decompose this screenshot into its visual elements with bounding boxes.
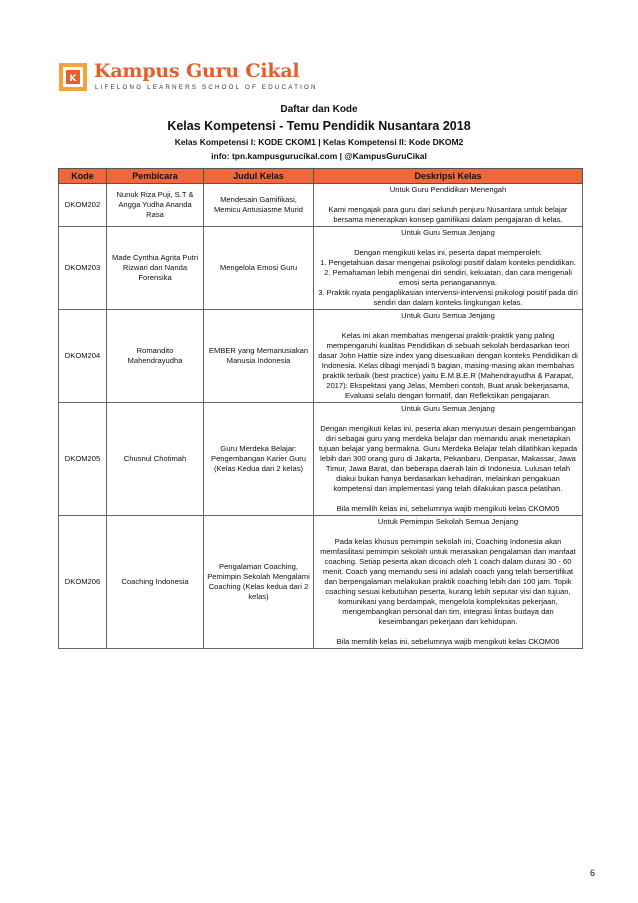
desc-paragraph: Dengan mengikuti kelas ini, peserta akan menyusun desain pengembangan diri sebagai guru yang merdeka belajar dan memandu anak menetapkan tujuan belajar yang bermakna. Guru Merdeka Belajar telah dilatihkan kepada lebih dari 300 orang guru di Jakarta, Pekanbaru, Denpasar, Makassar, Jawa Timur, Jawa Barat, dan beberapa daerah lain di Indonesia. Lulusan telah diakui bukan hanya berdasarkan kehadiran, melainkan pengakuan kompetensi dari implementasi yang telah dilakukan pasca pelatihan.: [318, 424, 578, 493]
table-row: [59, 403, 583, 516]
desc-paragraph: 1. Pengetahuan dasar mengenai psikologi positif dalam konteks pendidikan.: [320, 258, 576, 267]
cell-judul-kelas: Guru Merdeka Belajar: Pengembangan Karier Guru (Kelas Kedua dari 2 kelas): [204, 403, 314, 516]
cell-pembicara: Chusnul Chotimah: [107, 403, 204, 516]
desc-paragraph: Untuk Guru Semua Jenjang: [401, 311, 495, 320]
cell-deskripsi-kelas: [314, 516, 583, 649]
cell-kode: DKOM206: [59, 516, 107, 649]
cell-deskripsi-kelas: [314, 184, 583, 227]
cell-pembicara: Romandito Mahendrayudha: [107, 310, 204, 403]
cell-judul-kelas: Mendesain Gamifikasi, Memicu Antusiasme Murid: [204, 184, 314, 227]
cell-deskripsi-kelas: [314, 403, 583, 516]
table-row: [59, 227, 583, 310]
kampus-guru-cikal-logo-icon: [58, 62, 88, 92]
logo-name: Kampus Guru Cikal: [94, 60, 300, 82]
desc-paragraph: Bila memilih kelas ini, sebelumnya wajib mengikuti kelas CKOM05: [336, 504, 560, 513]
cell-judul-kelas: Mengelola Emosi Guru: [204, 227, 314, 310]
class-table: [58, 168, 583, 649]
cell-pembicara: Nunuk Riza Puji, S.T & Angga Yudha Ananda Rasa: [107, 184, 204, 227]
desc-paragraph: [317, 494, 579, 504]
table-row: [59, 516, 583, 649]
cell-judul-kelas: EMBER yang Memanusiakan Manusia Indonesia: [204, 310, 314, 403]
header-pembicara: Pembicara: [107, 169, 204, 184]
header-judul-kelas: Judul Kelas: [204, 169, 314, 184]
header-deskripsi-kelas: Deskripsi Kelas: [314, 169, 583, 184]
cell-kode: DKOM204: [59, 310, 107, 403]
desc-paragraph: [317, 627, 579, 637]
page-number: 6: [590, 868, 596, 878]
cell-deskripsi-kelas: [314, 310, 583, 403]
desc-paragraph: Untuk Guru Pendidikan Menengah: [389, 185, 507, 194]
desc-paragraph: [317, 238, 579, 248]
doc-info-line: info: tpn.kampusgurucikal.com | @KampusGuruCikal: [211, 151, 427, 161]
desc-paragraph: Kelas ini akan membahas mengenai praktik-praktik yang paling mempengaruhi kualitas Pendidikan di sebuah sekolah berdasarkan teori dasar John Hattie size index yang disesuaikan dengan konteks Pendidikan di Indonesia. Kelas dibagi menjadi 5 bagian, masing-masing akan membahas praktik terbaik (best practice) yaitu E.M.B.E.R (Mahendrayudha & Parapat, 2017): Ekspektasi yang Jelas, Memberi contoh, Buat anak bekerjasama, Evaluasi selalu dengan formatif, dan Refleksikan pengajaran.: [318, 331, 578, 400]
doc-title: Kelas Kompetensi - Temu Pendidik Nusantara 2018: [167, 119, 471, 133]
svg-text:K: K: [69, 74, 77, 84]
header-kode: Kode: [59, 169, 107, 184]
doc-subtitle: Kelas Kompetensi I: KODE CKOM1 | Kelas Kompetensi II: Kode DKOM2: [174, 137, 464, 147]
desc-paragraph: 2. Pemahaman lebih mengenai diri sendiri, kekuatan, dan cara mengenali emosi serta penanganannya.: [324, 268, 572, 287]
cell-pembicara: Made Cynthia Agrita Putri Rizwari dan Nanda Forensika: [107, 227, 204, 310]
cell-kode: DKOM202: [59, 184, 107, 227]
desc-paragraph: Bila memilih kelas ini, sebelumnya wajib mengikuti kelas CKOM06: [336, 637, 560, 646]
cell-kode: DKOM205: [59, 403, 107, 516]
table-row: [59, 310, 583, 403]
desc-paragraph: Untuk Guru Semua Jenjang: [401, 404, 495, 413]
desc-paragraph: Kami mengajak para guru dari seluruh penjuru Nusantara untuk belajar bersama menerapkan konsep gamifikasi dalam pengajaran di kelas.: [328, 205, 568, 224]
desc-paragraph: [317, 414, 579, 424]
table-header-row: [59, 169, 583, 184]
desc-paragraph: [317, 195, 579, 205]
logo: [58, 60, 318, 96]
desc-paragraph: Untuk Pemimpin Sekolah Semua Jenjang: [377, 517, 519, 526]
logo-tagline: LIFELONG LEARNERS SCHOOL OF EDUCATION: [95, 84, 318, 91]
desc-paragraph: 3. Praktik nyata pengaplikasian intervensi-intervensi psikologi positif pada diri sendiri dan dalam konteks lingkungan kelas.: [318, 288, 578, 307]
cell-pembicara: Coaching Indonesia: [107, 516, 204, 649]
cell-judul-kelas: Pengalaman Coaching, Pemimpin Sekolah Mengalami Coaching (Kelas kedua dari 2 kelas): [204, 516, 314, 649]
cell-kode: DKOM203: [59, 227, 107, 310]
cell-deskripsi-kelas: [314, 227, 583, 310]
table-row: [59, 184, 583, 227]
desc-paragraph: Untuk Guru Semua Jenjang: [401, 228, 495, 237]
desc-paragraph: Dengan mengikuti kelas ini, peserta dapat memperoleh:: [354, 248, 542, 257]
doc-heading-1: Daftar dan Kode: [280, 104, 358, 115]
desc-paragraph: Pada kelas khusus pemimpin sekolah ini, Coaching Indonesia akan memfasilitasi pemimpin sekolah untuk merasakan pengalaman dan manfaat coaching. Setiap peserta akan dicoach oleh 1 coach dalam durasi 30 - 60 menit. Coach yang memandu sesi ini adalah coach yang telah bersertifikat dan berpengalaman melakukan praktik coaching lebih dari 100 jam. Topik coaching sesuai kebutuhan peserta, kurang lebih seputar visi dan tujuan, komunikasi yang berdampak, mengelola kompleksitas pekerjaan, mengembangkan personal dan tim, integrasi lintas budaya dan keseimbangan pekerjaan dan kehidupan.: [320, 537, 576, 626]
desc-paragraph: [317, 527, 579, 537]
desc-paragraph: [317, 321, 579, 331]
